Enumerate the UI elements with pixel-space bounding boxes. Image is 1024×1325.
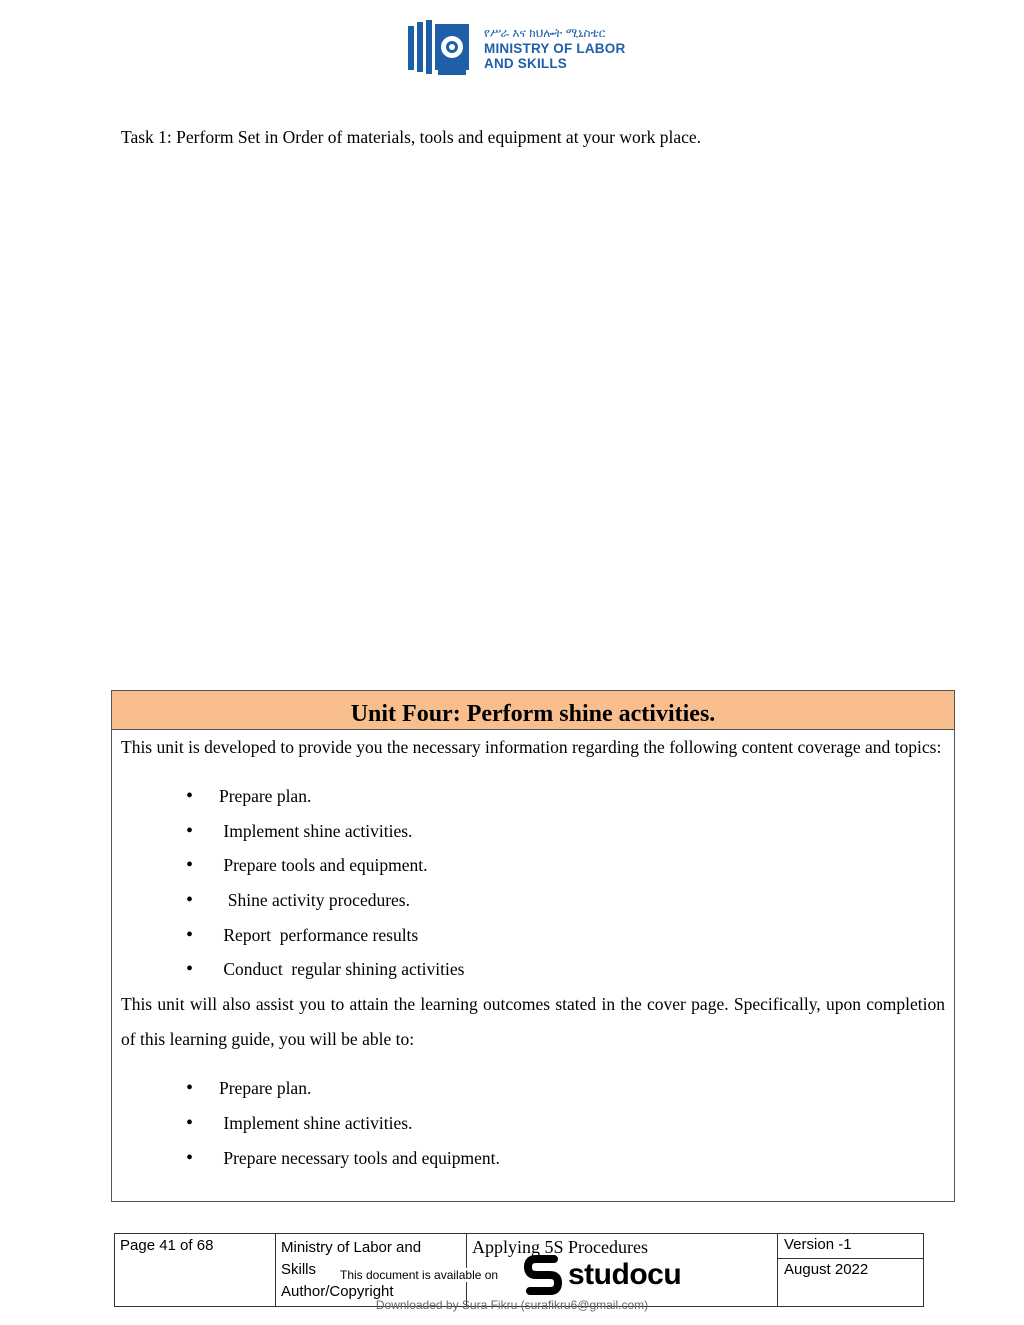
unit-title: Unit Four: Perform shine activities. (112, 691, 954, 730)
studocu-brand: studocu (568, 1258, 682, 1291)
list-item: • Conduct regular shining activities (121, 952, 945, 987)
logo-amharic-text: የሥራ እና ክህሎት ሚኒስቴር (484, 26, 606, 40)
list-item: • Prepare plan. (121, 779, 945, 814)
topics-list (121, 779, 945, 987)
unit-body (112, 730, 954, 1175)
page-footer (114, 1233, 924, 1307)
footer-version: Version -1 (778, 1234, 923, 1259)
studocu-logo[interactable] (524, 1255, 681, 1295)
footer-date: August 2022 (784, 1261, 869, 1278)
footer-org-line2: Skills (281, 1261, 317, 1278)
footer-org-line3: Author/Copyright (281, 1283, 394, 1300)
list-item: • Report performance results (121, 918, 945, 953)
unit-box (111, 690, 955, 1202)
task-text: Task 1: Perform Set in Order of materials, tools and equipment at your work place. (121, 127, 702, 147)
footer-module-title: Applying 5S Procedures (467, 1234, 778, 1307)
footer-version-cell (778, 1234, 924, 1307)
ministry-logo (408, 18, 638, 78)
ministry-emblem-icon (408, 18, 478, 78)
list-item: • Implement shine activities. (121, 814, 945, 849)
watermark-available-text: This document is available on (340, 1268, 499, 1282)
unit-intro: This unit is developed to provide you the necessary information regarding the following content coverage and topics: (121, 737, 942, 757)
footer-page-number: Page 41 of 68 (115, 1234, 276, 1307)
list-item: • Implement shine activities. (121, 1106, 945, 1141)
outcomes-list (121, 1071, 945, 1175)
list-item: • Shine activity procedures. (121, 883, 945, 918)
download-notice: Downloaded by Sura Fikru (surafikru6@gmail.com) (375, 1298, 649, 1312)
studocu-icon (524, 1255, 562, 1295)
outcomes-intro: This unit will also assist you to attain the learning outcomes stated in the cover page. Specifically, upon completion of this learning guide, you will be able to: (121, 994, 945, 1050)
logo-line1: MINISTRY OF LABOR (484, 41, 626, 56)
footer-org-line1: Ministry of Labor and (281, 1239, 422, 1256)
list-item: • Prepare necessary tools and equipment. (121, 1141, 945, 1176)
list-item: • Prepare tools and equipment. (121, 848, 945, 883)
list-item: • Prepare plan. (121, 1071, 945, 1106)
logo-line2: AND SKILLS (484, 56, 567, 71)
